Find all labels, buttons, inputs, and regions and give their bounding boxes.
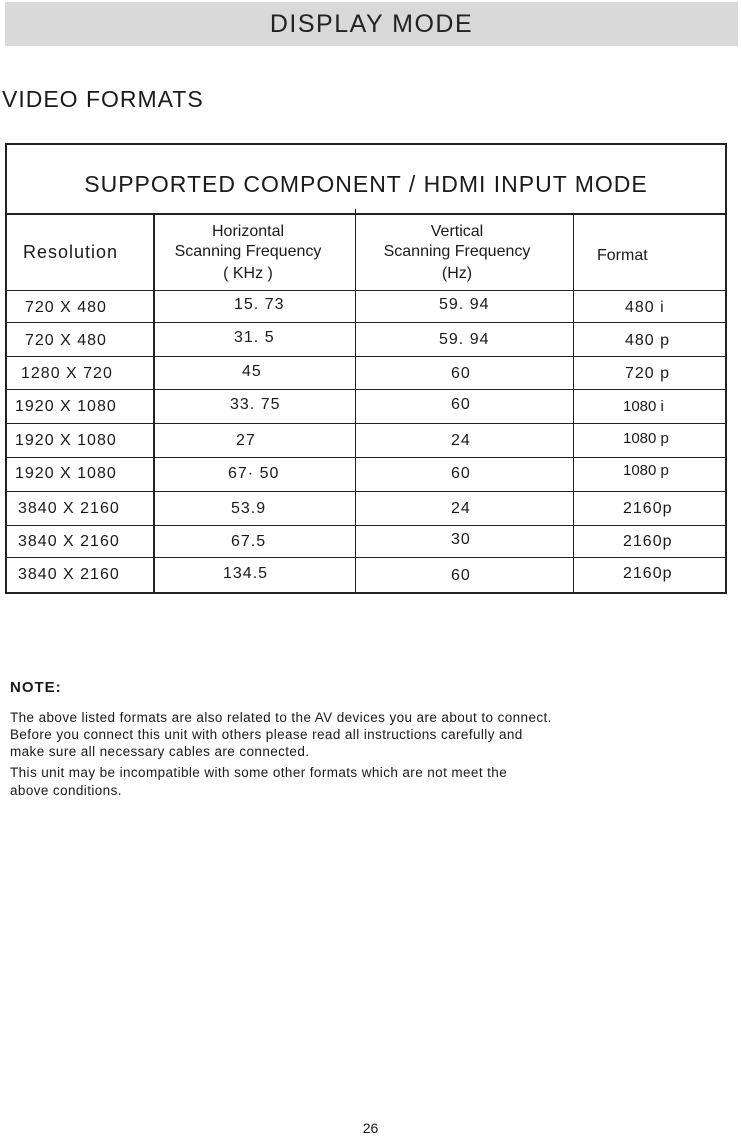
note-line: The above listed formats are also related to the AV devices you are about to connect. (10, 710, 552, 725)
header-horizontal: Horizontal (211, 223, 285, 240)
table-divider (7, 213, 725, 215)
cell-format: 480 p (625, 332, 671, 349)
table-caption: SUPPORTED COMPONENT / HDMI INPUT MODE (84, 171, 648, 197)
header-vertical: (Hz) (441, 265, 473, 282)
section-title: VIDEO FORMATS (2, 86, 204, 112)
page-number: 26 (362, 1120, 379, 1136)
column-divider (355, 209, 356, 592)
cell-format: 1080 p (623, 462, 669, 479)
cell-horizontal: 67· 50 (228, 465, 280, 482)
cell-format: 480 i (625, 299, 665, 316)
page-title: DISPLAY MODE (269, 10, 474, 38)
cell-horizontal: 31. 5 (234, 329, 275, 346)
header-format: Format (597, 247, 648, 264)
cell-resolution: 720 X 480 (25, 299, 107, 316)
cell-vertical: 30 (451, 531, 471, 548)
cell-resolution: 720 X 480 (25, 332, 107, 349)
cell-resolution: 1920 X 1080 (15, 432, 117, 449)
cell-format: 2160p (623, 500, 673, 517)
cell-horizontal: 134.5 (223, 565, 269, 582)
cell-horizontal: 15. 73 (234, 296, 285, 313)
cell-vertical: 60 (451, 465, 471, 482)
table-divider (7, 525, 725, 526)
cell-resolution: 1920 X 1080 (15, 465, 117, 482)
cell-horizontal: 45 (242, 363, 262, 380)
note-title: NOTE: (10, 679, 62, 696)
header-horizontal: Scanning Frequency (174, 243, 322, 260)
cell-format: 2160p (623, 565, 673, 582)
header-vertical: Scanning Frequency (383, 243, 531, 260)
header-bar (5, 2, 738, 46)
cell-format: 720 p (625, 365, 671, 382)
header-vertical: Vertical (430, 223, 484, 240)
formats-table (5, 143, 727, 594)
note-line: Before you connect this unit with others please read all instructions carefully and (10, 727, 523, 742)
header-horizontal: ( KHz ) (223, 265, 273, 282)
cell-format: 1080 p (623, 430, 669, 447)
cell-vertical: 60 (451, 365, 471, 382)
table-divider (7, 356, 725, 357)
header-resolution: Resolution (23, 242, 119, 262)
table-divider (7, 423, 725, 424)
cell-vertical: 59. 94 (439, 331, 490, 348)
cell-vertical: 24 (451, 500, 471, 517)
table-divider (7, 290, 725, 291)
cell-vertical: 24 (451, 432, 471, 449)
cell-horizontal: 53.9 (231, 500, 267, 517)
note-line: This unit may be incompatible with some other formats which are not meet the (10, 765, 508, 780)
table-divider (7, 457, 725, 458)
cell-format: 1080 i (623, 398, 664, 415)
cell-resolution: 3840 X 2160 (18, 533, 120, 550)
table-divider (7, 491, 725, 492)
cell-resolution: 3840 X 2160 (18, 500, 120, 517)
cell-vertical: 59. 94 (439, 296, 490, 313)
note-line: above conditions. (10, 783, 122, 798)
cell-horizontal: 33. 75 (230, 396, 281, 413)
cell-resolution: 1920 X 1080 (15, 398, 117, 415)
table-divider (7, 322, 725, 323)
cell-horizontal: 27 (236, 432, 256, 449)
cell-format: 2160p (623, 533, 673, 550)
cell-horizontal: 67.5 (231, 533, 267, 550)
note-line: make sure all necessary cables are connected. (10, 744, 310, 759)
table-divider (7, 389, 725, 390)
column-divider (573, 213, 574, 592)
cell-resolution: 1280 X 720 (21, 365, 113, 382)
table-divider (7, 557, 725, 558)
cell-vertical: 60 (451, 396, 471, 413)
cell-resolution: 3840 X 2160 (18, 566, 120, 583)
cell-vertical: 60 (451, 567, 471, 584)
